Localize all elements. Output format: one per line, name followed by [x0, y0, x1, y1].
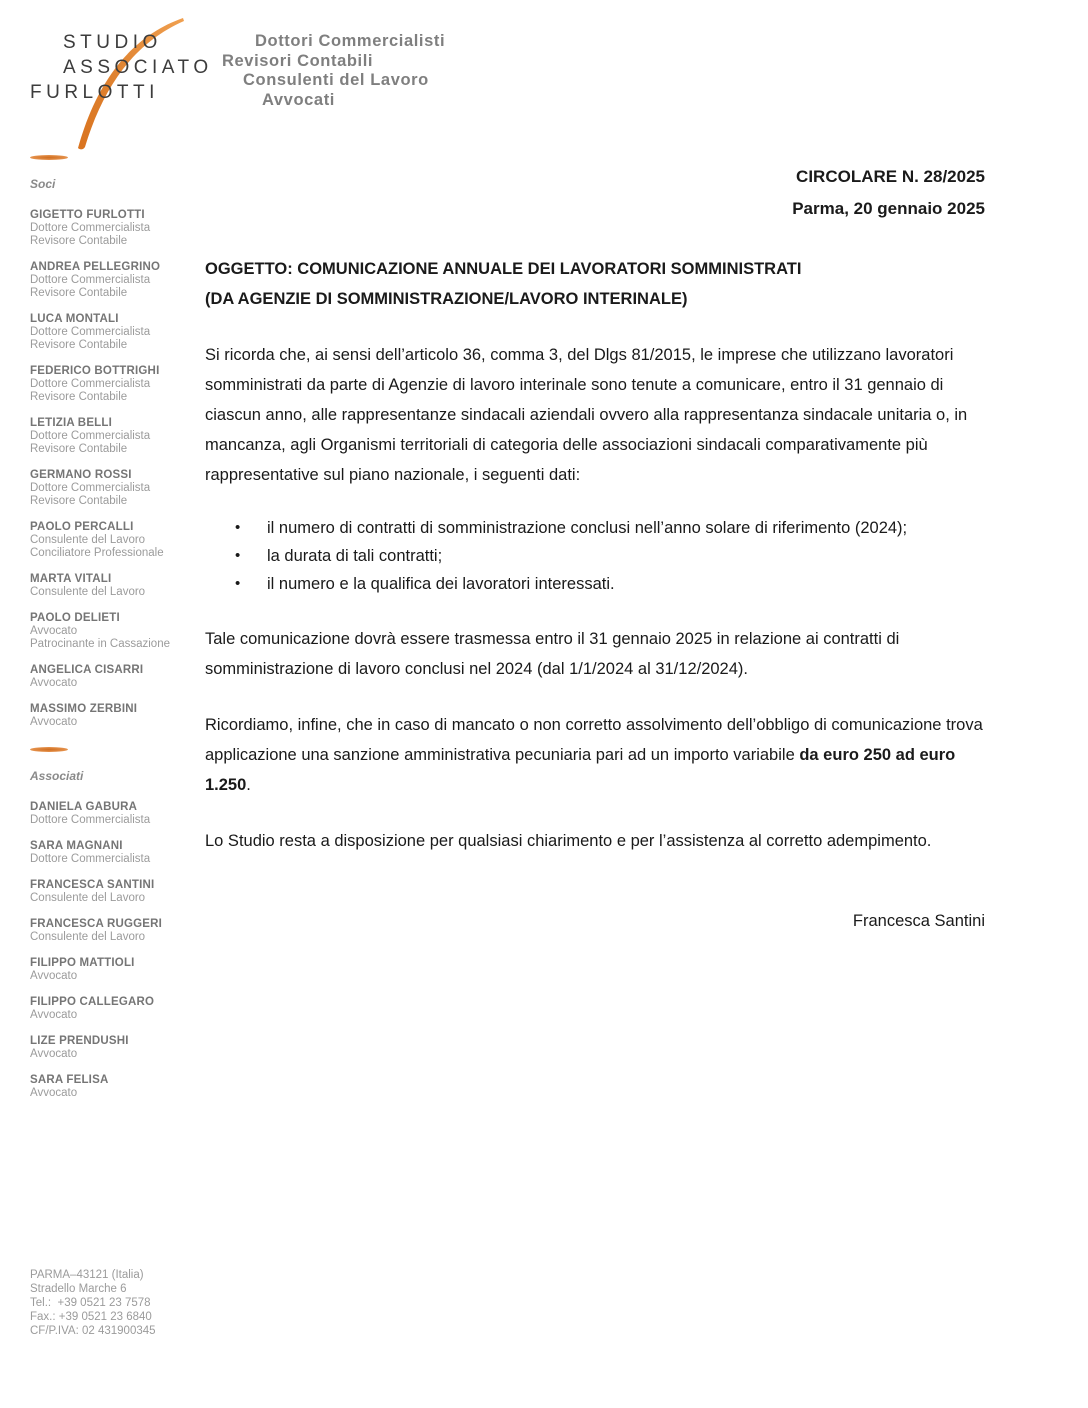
bullet-list	[205, 514, 985, 598]
person-name: PAOLO DELIETI	[30, 612, 120, 624]
soci-label: Soci	[30, 177, 56, 191]
person-role: Revisore Contabile	[30, 235, 128, 247]
person-role: Avvocato	[30, 1048, 78, 1060]
person-entry	[30, 664, 198, 690]
person-entry	[30, 612, 198, 651]
sanction-amount: da euro 250 ad euro 1.250	[205, 746, 956, 794]
letter-body	[205, 162, 985, 936]
person-role: Avvocato	[30, 677, 78, 689]
service-item: Avvocati	[262, 90, 335, 109]
person-name: FILIPPO CALLEGARO	[30, 996, 155, 1008]
studio-logo	[30, 30, 213, 105]
subject-line-2: (DA AGENZIE DI SOMMINISTRAZIONE/LAVORO INTERINALE)	[205, 290, 688, 308]
person-role: Revisore Contabile	[30, 443, 128, 455]
bullet-item: • la durata di tali contratti;	[205, 542, 985, 570]
person-entry	[30, 1035, 198, 1061]
address-line: PARMA–43121 (Italia)	[30, 1269, 144, 1281]
person-role: Dottore Commercialista	[30, 482, 151, 494]
divider-lens-icon	[30, 155, 68, 160]
person-name: LETIZIA BELLI	[30, 417, 113, 429]
person-name: GIGETTO FURLOTTI	[30, 209, 145, 221]
person-role: Dottore Commercialista	[30, 853, 151, 865]
divider-lens-icon	[30, 747, 68, 752]
person-name: FILIPPO MATTIOLI	[30, 957, 135, 969]
person-entry	[30, 313, 198, 352]
person-role: Avvocato	[30, 970, 78, 982]
person-name: FRANCESCA SANTINI	[30, 879, 155, 891]
person-role: Avvocato	[30, 716, 78, 728]
service-item: Dottori Commercialisti	[255, 32, 446, 50]
person-role: Dottore Commercialista	[30, 222, 151, 234]
phone-line: Tel.: +39 0521 23 7578	[30, 1297, 151, 1309]
logo-wordmark-line: FURLOTTI	[30, 82, 159, 103]
logo-wordmark-line: STUDIO	[63, 32, 162, 53]
person-entry	[30, 573, 198, 599]
paragraph-sanction	[205, 710, 985, 800]
person-name: GERMANO ROSSI	[30, 469, 132, 481]
bullet-item: • il numero e la qualifica dei lavoratori interessati.	[205, 570, 985, 598]
person-name: SARA FELISA	[30, 1074, 109, 1086]
fax-line: Fax.: +39 0521 23 6840	[30, 1311, 152, 1323]
subject-heading	[205, 254, 985, 314]
sidebar	[30, 155, 198, 1113]
person-entry	[30, 918, 198, 944]
person-name: ANDREA PELLEGRINO	[30, 261, 161, 273]
person-name: FEDERICO BOTTRIGHI	[30, 365, 160, 377]
person-entry	[30, 840, 198, 866]
sanction-text: Ricordiamo, infine, che in caso di mancato o non corretto assolvimento dell’obbligo di comunicazione trova applicazione una sanzione amministrativa pecuniaria pari ad un importo variabile	[205, 716, 983, 764]
circular-number: CIRCOLARE N. 28/2025	[796, 167, 985, 186]
associati-label: Associati	[30, 769, 84, 783]
person-role: Consulente del Lavoro	[30, 931, 146, 943]
person-entry	[30, 469, 198, 508]
person-role: Revisore Contabile	[30, 391, 128, 403]
person-entry	[30, 996, 198, 1022]
person-role: Dottore Commercialista	[30, 430, 151, 442]
person-entry	[30, 417, 198, 456]
person-name: FRANCESCA RUGGERI	[30, 918, 163, 930]
person-entry	[30, 801, 198, 827]
person-role: Consulente del Lavoro	[30, 586, 146, 598]
paragraph-closing: Lo Studio resta a disposizione per qualsiasi chiarimento e per l’assistenza al corretto adempimento.	[205, 832, 932, 850]
person-role: Consulente del Lavoro	[30, 534, 146, 546]
person-role: Dottore Commercialista	[30, 274, 151, 286]
bullet-item: • il numero di contratti di somministrazione conclusi nell’anno solare di riferimento (2024);	[205, 514, 985, 542]
person-role: Avvocato	[30, 625, 78, 637]
person-role: Dottore Commercialista	[30, 326, 151, 338]
person-name: DANIELA GABURA	[30, 801, 138, 813]
person-role: Consulente del Lavoro	[30, 892, 146, 904]
person-entry	[30, 957, 198, 983]
person-role: Dottore Commercialista	[30, 814, 151, 826]
person-role: Avvocato	[30, 1009, 78, 1021]
person-entry	[30, 521, 198, 560]
person-role: Revisore Contabile	[30, 339, 128, 351]
person-role: Revisore Contabile	[30, 287, 128, 299]
person-role: Patrocinante in Cassazione	[30, 638, 170, 650]
person-name: MASSIMO ZERBINI	[30, 703, 138, 715]
place-date-line: Parma, 20 gennaio 2025	[792, 199, 985, 218]
paragraph-intro: Si ricorda che, ai sensi dell’articolo 36, comma 3, del Dlgs 81/2015, le imprese che utilizzano lavoratori somministrati da parte di Agenzie di lavoro interinale sono tenute a comunicare, entro il 31 gennaio di ciascun anno, alle rappresentanze sindacali aziendali ovvero alla rappresentanza sindacale unitaria o, in mancanza, agli Organismi territoriali di categoria delle associazioni sindacali comparativamente più rappresentative sul piano nazionale, i seguenti dati:	[205, 346, 968, 484]
person-name: SARA MAGNANI	[30, 840, 123, 852]
person-role: Avvocato	[30, 1087, 78, 1099]
address-line: Stradello Marche 6	[30, 1283, 127, 1295]
person-entry	[30, 879, 198, 905]
person-entry	[30, 703, 198, 729]
paragraph-deadline: Tale comunicazione dovrà essere trasmessa entro il 31 gennaio 2025 in relazione ai contratti di somministrazione di lavoro conclusi nel 2024 (dal 1/1/2024 al 31/12/2024).	[205, 630, 900, 678]
service-item: Consulenti del Lavoro	[243, 71, 429, 89]
logo-wordmark-line: ASSOCIATO	[63, 57, 213, 78]
sanction-period: .	[246, 776, 251, 794]
person-entry	[30, 365, 198, 404]
subject-line-1: OGGETTO: COMUNICAZIONE ANNUALE DEI LAVORATORI SOMMINISTRATI	[205, 260, 802, 278]
person-role: Dottore Commercialista	[30, 378, 151, 390]
person-name: MARTA VITALI	[30, 573, 112, 585]
person-name: ANGELICA CISARRI	[30, 664, 144, 676]
person-role: Conciliatore Professionale	[30, 547, 164, 559]
person-entry	[30, 1074, 198, 1100]
person-name: LIZE PRENDUSHI	[30, 1035, 129, 1047]
person-name: LUCA MONTALI	[30, 313, 119, 325]
person-entry	[30, 209, 198, 248]
studio-address-block	[30, 1268, 156, 1338]
person-role: Revisore Contabile	[30, 495, 128, 507]
person-name: PAOLO PERCALLI	[30, 521, 134, 533]
service-item: Revisori Contabili	[222, 51, 374, 70]
signature: Francesca Santini	[852, 912, 985, 930]
person-entry	[30, 261, 198, 300]
services-list	[222, 32, 445, 110]
vat-line: CF/P.IVA: 02 431900345	[30, 1325, 156, 1337]
